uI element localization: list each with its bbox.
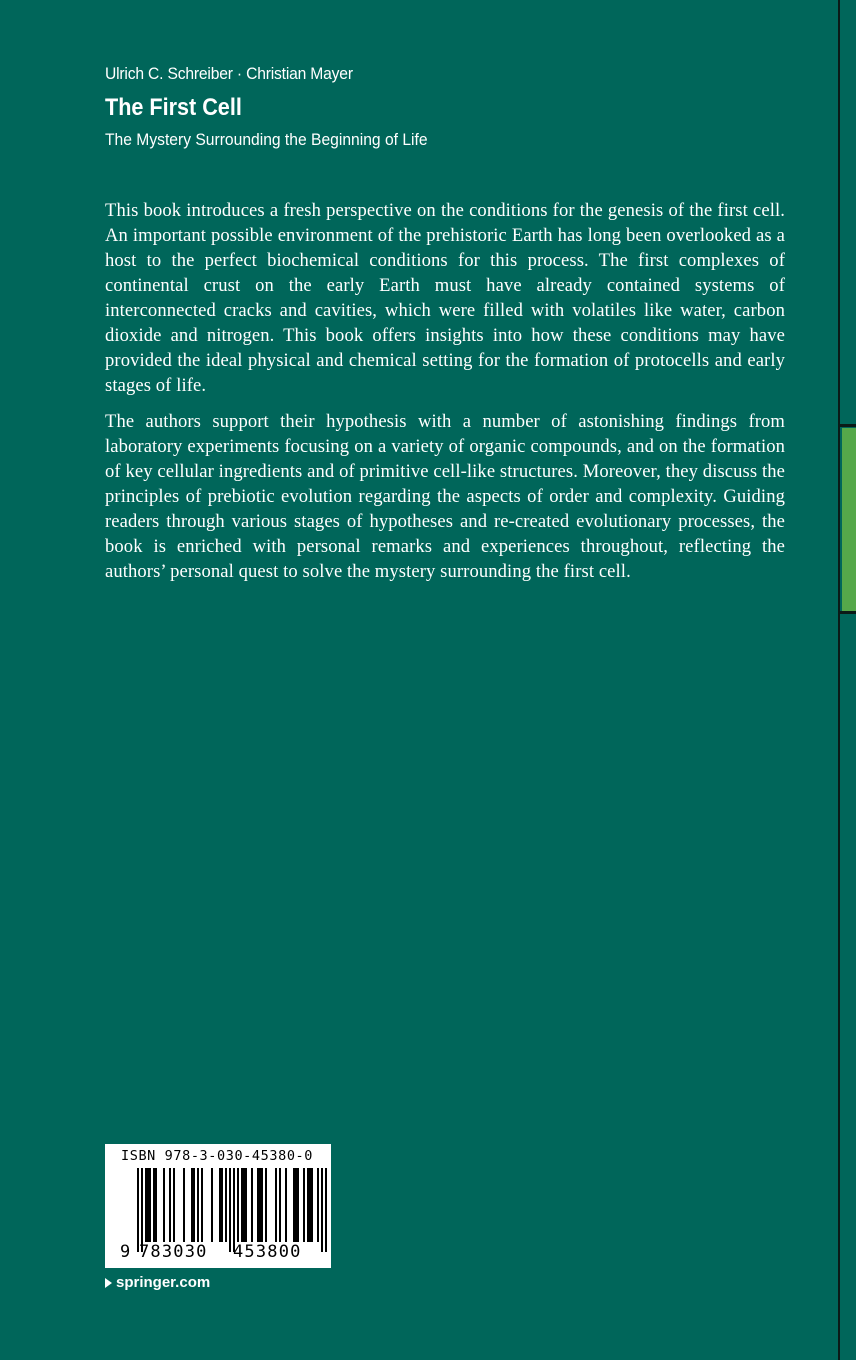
arrow-right-icon: [105, 1278, 112, 1288]
barcode-bar: [245, 1168, 247, 1242]
barcode-bar: [251, 1168, 253, 1242]
barcode-bar: [219, 1168, 221, 1242]
blurb-paragraph-2: The authors support their hypothesis with a number of astonishing findings from laboratory experiments focusing on a variety of organic compounds, and on the formation of key cellular ingredients and of primitive cell-like structures. Moreover, they discuss the principles of prebiotic evolution regarding the aspects of order and complexity. Guiding readers through various stages of hypotheses and re-created evolutionary processes, the book is enriched with personal remarks and experiences throughout, reflecting the authors’ personal quest to solve the mystery surrounding the first cell.: [105, 411, 785, 582]
publisher-link[interactable]: [105, 1274, 210, 1291]
isbn-label: ISBN 978-3-030-45380-0: [121, 1148, 314, 1164]
spine-accent: [842, 428, 856, 611]
book-subtitle: The Mystery Surrounding the Beginning of Life: [105, 130, 428, 149]
ean-right-digits: 453800: [233, 1242, 302, 1262]
book-blurb: [105, 198, 785, 595]
barcode-bar: [149, 1168, 151, 1242]
barcode-bar: [317, 1168, 319, 1242]
barcode-bar: [325, 1168, 327, 1252]
barcode-bar: [237, 1168, 239, 1242]
barcode-bar: [191, 1168, 193, 1242]
barcode-bar: [221, 1168, 223, 1242]
barcode-bar: [211, 1168, 213, 1242]
barcode-bar: [261, 1168, 263, 1242]
barcode-bar: [155, 1168, 157, 1242]
isbn-barcode: [105, 1144, 331, 1268]
barcode-bar: [201, 1168, 203, 1242]
barcode-bar: [243, 1168, 245, 1242]
barcode-bar: [183, 1168, 185, 1242]
barcode-bar: [285, 1168, 287, 1242]
book-authors: Ulrich C. Schreiber · Christian Mayer: [105, 64, 353, 83]
barcode-bar: [311, 1168, 313, 1242]
barcode-bar: [137, 1168, 139, 1252]
barcode-bar: [169, 1168, 171, 1242]
barcode-bar: [153, 1168, 155, 1242]
barcode-bar: [309, 1168, 311, 1242]
spine-strip: [840, 0, 856, 1360]
barcode-bar: [303, 1168, 305, 1242]
blurb-paragraph-1: This book introduces a fresh perspective on the conditions for the genesis of the first cell. An important possible environment of the prehistoric Earth has long been overlooked as a host to the perfect biochemical conditions for this process. The first complexes of continental crust on the early Earth must have already contained systems of interconnected cracks and cavities, which were filled with volatiles like water, carbon dioxide and nitrogen. This book offers insights into how these conditions may have provided the ideal physical and chemical setting for the formation of protocells and early stages of life.: [105, 200, 785, 396]
barcode-bar: [193, 1168, 195, 1242]
barcode-bar: [229, 1168, 231, 1252]
barcode-bar: [295, 1168, 297, 1242]
barcode-bar: [163, 1168, 165, 1242]
barcode-bar: [225, 1168, 227, 1242]
ean-left-digits: 783030: [139, 1242, 208, 1262]
barcode-bar: [141, 1168, 143, 1252]
barcode-bar: [321, 1168, 323, 1252]
barcode-bar: [265, 1168, 267, 1242]
barcode-bar: [147, 1168, 149, 1242]
barcode-bar: [233, 1168, 235, 1252]
book-title: The First Cell: [105, 94, 242, 121]
barcode-bar: [279, 1168, 281, 1242]
barcode-bar: [173, 1168, 175, 1242]
publisher-url: springer.com: [116, 1274, 211, 1291]
spine-accent-border-top: [840, 424, 856, 427]
barcode-bar: [297, 1168, 299, 1242]
ean-first-digit: 9: [120, 1242, 131, 1262]
barcode-bar: [197, 1168, 199, 1242]
barcode-bar: [257, 1168, 259, 1242]
barcode-bar: [293, 1168, 295, 1242]
barcode-bar: [307, 1168, 309, 1242]
barcode-bar: [275, 1168, 277, 1242]
barcode-bar: [145, 1168, 147, 1242]
barcode-bar: [259, 1168, 261, 1242]
spine-accent-border-bottom: [840, 611, 856, 614]
barcode-bar: [241, 1168, 243, 1242]
